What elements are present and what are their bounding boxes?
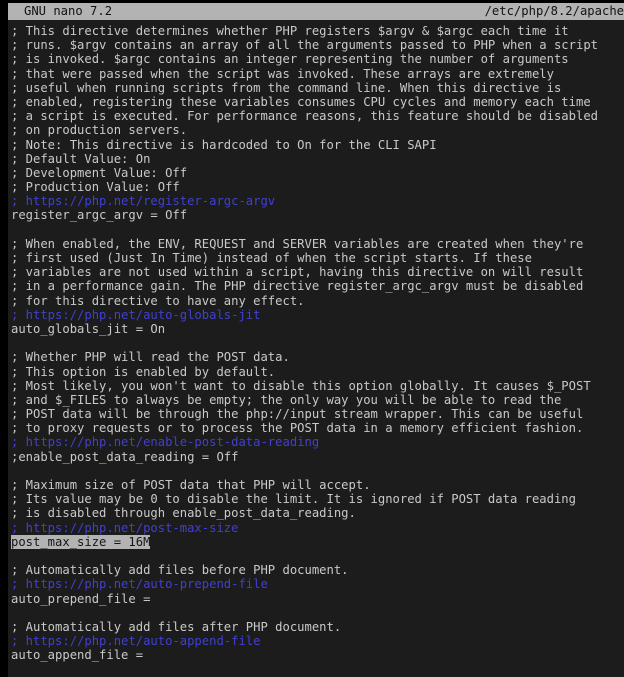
editor-line: auto_globals_jit = On: [11, 321, 166, 336]
editor-line: ; to proxy requests or to process the POST data in a memory efficient fashion.: [11, 421, 584, 436]
editor-line: ; enabled, registering these variables consumes CPU cycles and memory each time: [11, 94, 591, 109]
editor-line: ; useful when running scripts from the command line. When this directive is: [11, 80, 562, 95]
editor-line: ; on production servers.: [11, 123, 188, 138]
editor-line: ; https://php.net/auto-append-file: [11, 634, 261, 649]
editor-line: ; Its value may be 0 to disable the limit. It is ignored if POST data reading: [11, 492, 576, 507]
editor-line: ; and $_FILES to always be empty; the only way you will be able to read the: [11, 392, 562, 407]
editor-line: ; Note: This directive is hardcoded to On for the CLI SAPI: [11, 137, 437, 152]
editor-line: ; https://php.net/post-max-size: [11, 520, 239, 535]
editor-line: ; https://php.net/enable-post-data-reading: [11, 435, 320, 450]
editor-line: ; Default Value: On: [11, 151, 151, 166]
editor-line: ; Most likely, you won't want to disable this option globally. It causes $_POST: [11, 378, 591, 393]
editor-line: ; Automatically add files before PHP document.: [11, 563, 349, 578]
editor-line: auto_append_file =: [11, 648, 144, 663]
editor-line-highlighted: [11, 535, 624, 549]
editor-line: ; https://php.net/register-argc-argv: [11, 194, 276, 209]
editor-line: ; https://php.net/auto-globals-jit: [11, 307, 261, 322]
editor-line: register_argc_argv = Off: [11, 208, 188, 223]
editor-line: ; Automatically add files after PHP document.: [11, 619, 342, 634]
editor-line: [11, 336, 624, 350]
editor-line: ; Production Value: Off: [11, 180, 180, 195]
nano-titlebar: [8, 3, 624, 20]
nano-app-version: GNU nano 7.2: [24, 4, 113, 18]
editor-line: ; first used (Just In Time) instead of when the script starts. If these: [11, 251, 532, 265]
editor-line: ; Whether PHP will read the POST data.: [11, 350, 290, 365]
editor-line: [11, 223, 624, 237]
editor-line: ; When enabled, the ENV, REQUEST and SERVER variables are created when they're: [11, 236, 584, 251]
editor-line: [11, 464, 624, 478]
editor-line: ; runs. $argv contains an array of all the arguments passed to PHP when a script: [11, 38, 598, 53]
editor-line: ; a script is executed. For performance reasons, this feature should be disabled: [11, 109, 598, 124]
editor-line: ; that were passed when the script was invoked. These arrays are extremely: [11, 66, 554, 81]
search-match-highlight: post_max_size = 16M: [11, 534, 151, 549]
editor-line: ; variables are not used within a script, having this directive on will result: [11, 265, 584, 280]
editor-line: ; This directive determines whether PHP registers $argv & $argc each time it: [11, 24, 569, 38]
editor-buffer[interactable]: [8, 20, 624, 677]
editor-line: ; is invoked. $argc contains an integer representing the number of arguments: [11, 52, 569, 67]
editor-line: [11, 606, 624, 620]
editor-line: ;enable_post_data_reading = Off: [11, 449, 239, 464]
open-file-path: /etc/php/8.2/apache: [484, 4, 624, 18]
editor-line: ; https://php.net/auto-prepend-file: [11, 577, 268, 592]
editor-line: ; Development Value: Off: [11, 165, 188, 180]
editor-line: ; POST data will be through the php://input stream wrapper. This can be useful: [11, 407, 584, 422]
editor-line: ; Maximum size of POST data that PHP will accept.: [11, 478, 371, 492]
editor-line: auto_prepend_file =: [11, 591, 151, 606]
editor-line: ; is disabled through enable_post_data_reading.: [11, 506, 356, 521]
editor-line: ; in a performance gain. The PHP directive register_argc_argv must be disabled: [11, 279, 584, 294]
editor-line: ; for this directive to have any effect.: [11, 293, 305, 308]
editor-line: [11, 549, 624, 563]
editor-line: ; This option is enabled by default.: [11, 364, 276, 379]
